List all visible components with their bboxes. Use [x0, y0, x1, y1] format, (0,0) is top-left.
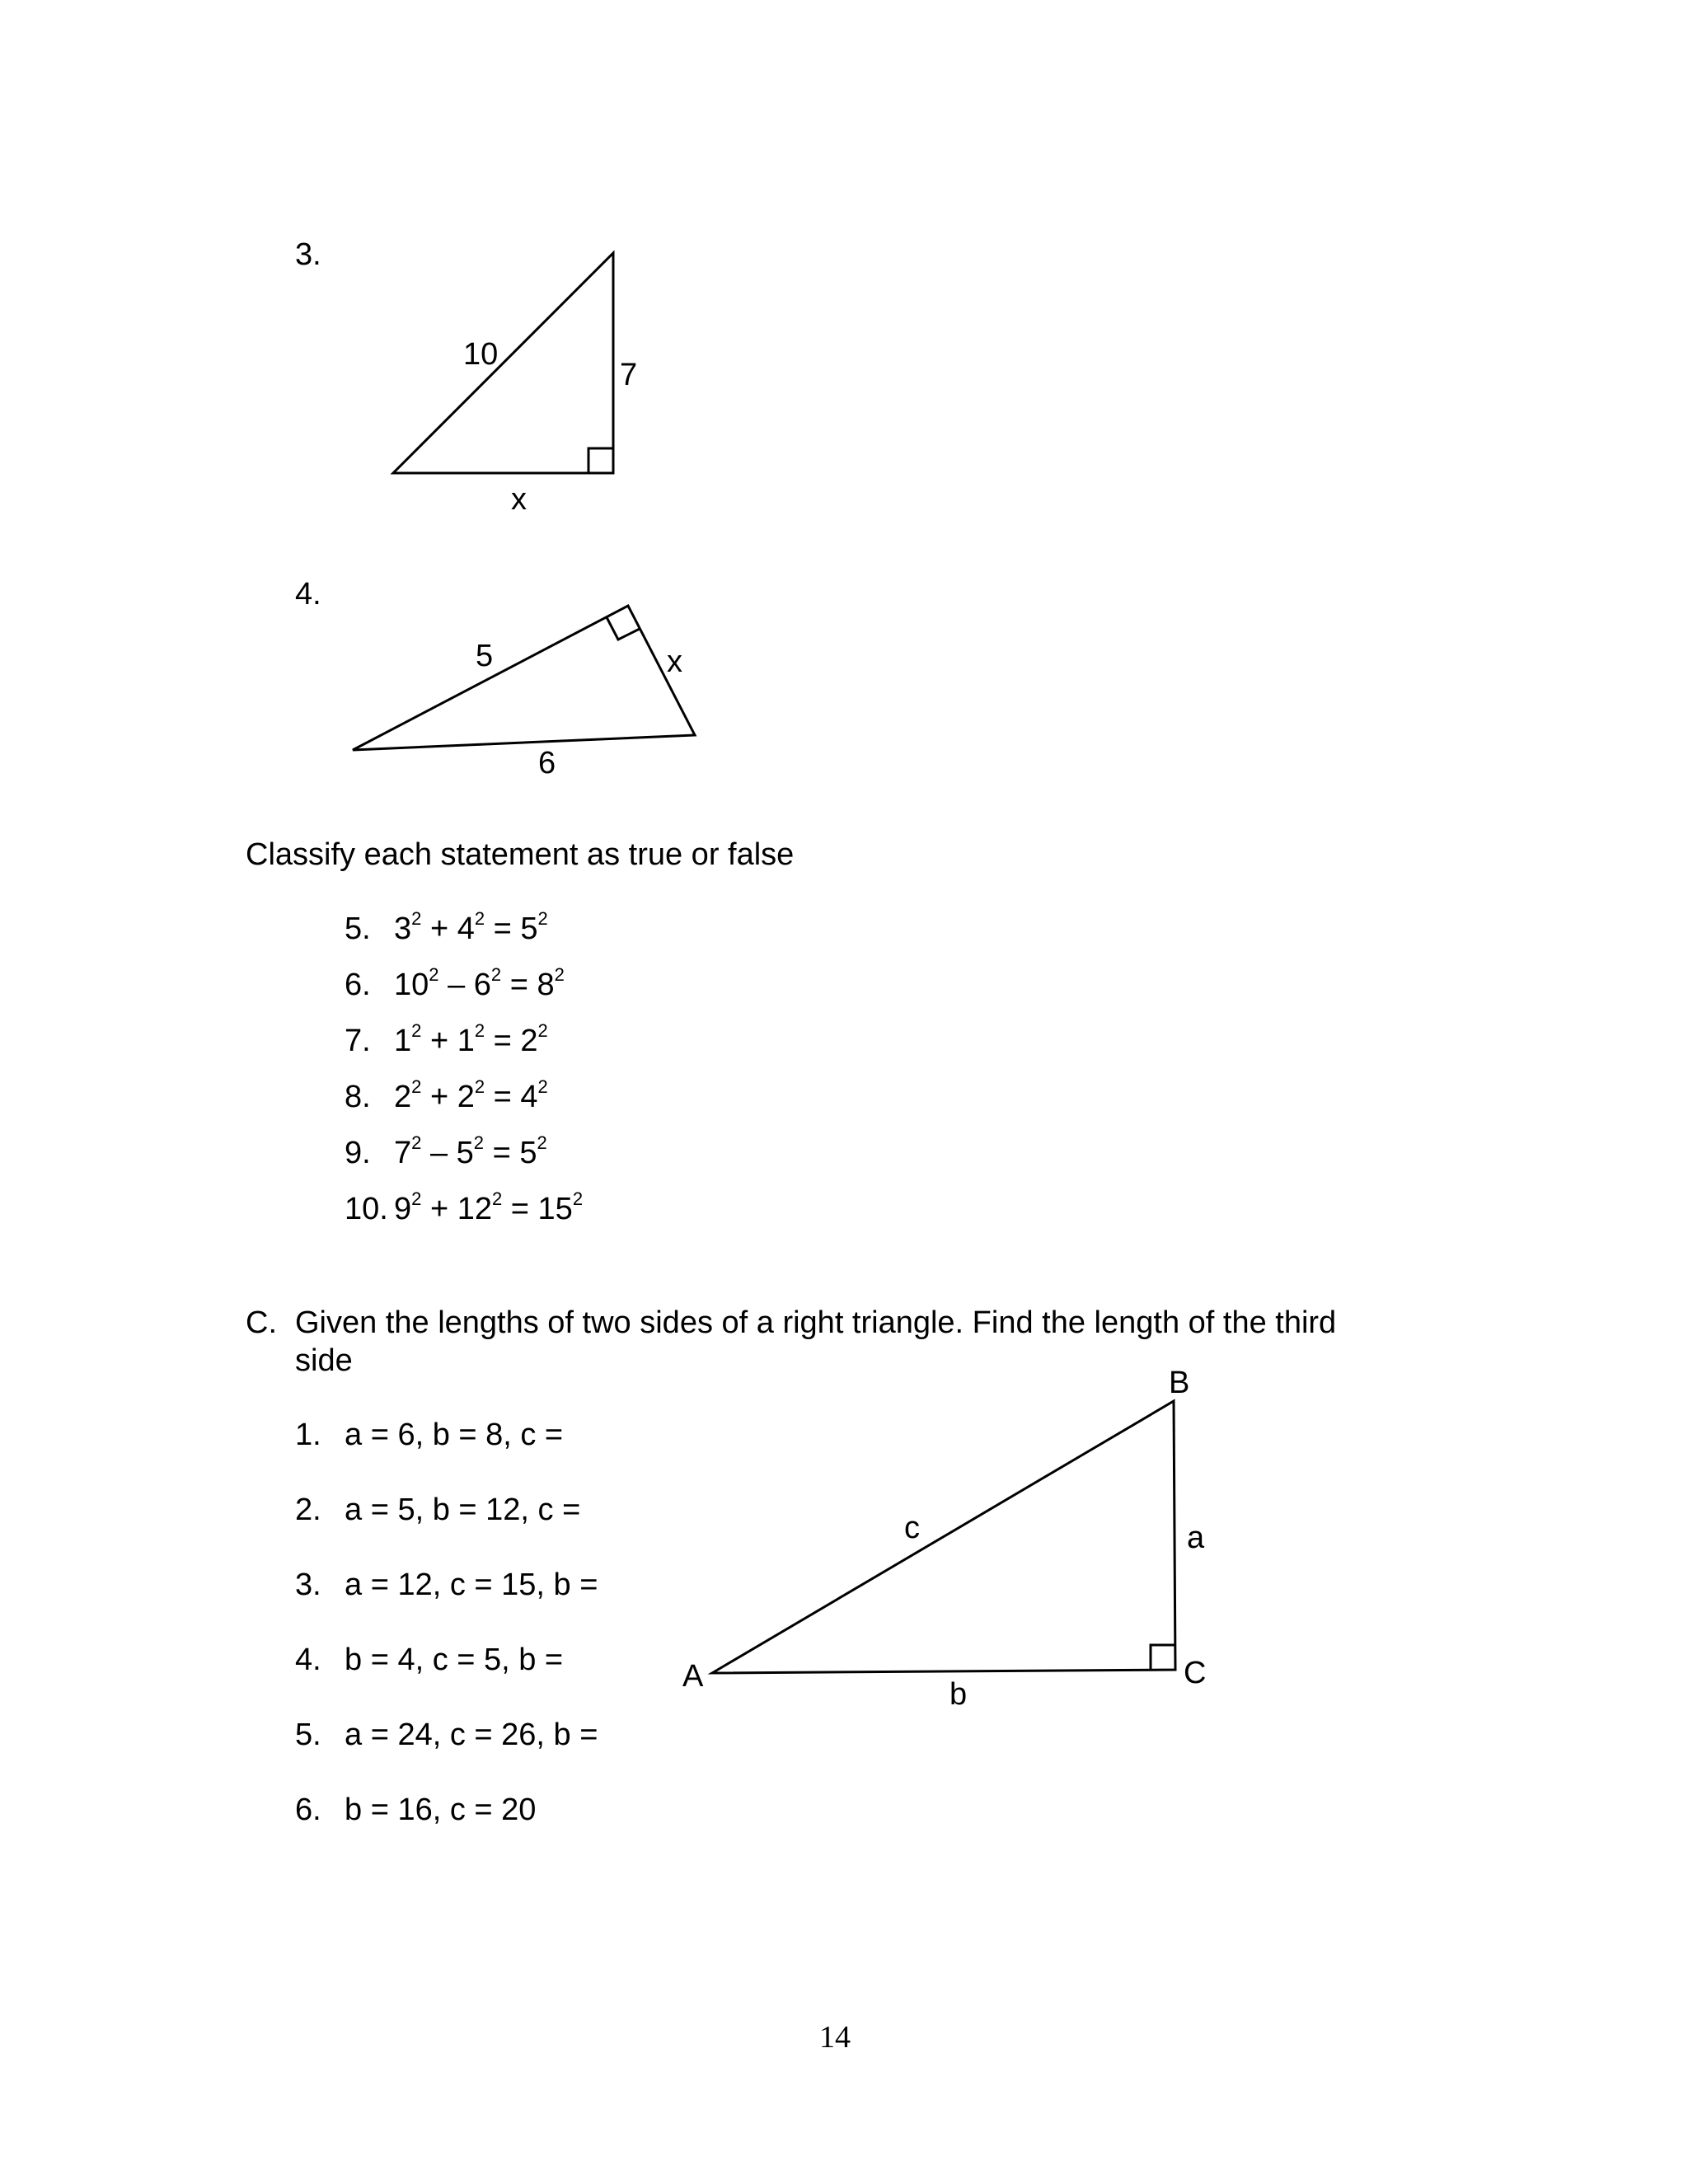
- section-c-item: [295, 1644, 563, 1675]
- exponent: 2: [554, 964, 565, 985]
- statement-item: [345, 1132, 547, 1170]
- triangle-side-c: c: [904, 1511, 920, 1545]
- problem-4-leg2-label: x: [667, 644, 682, 679]
- statement-number: 9.: [345, 1136, 371, 1170]
- section-c-letter: C.: [246, 1305, 277, 1340]
- problem-3-base-label: x: [511, 482, 527, 517]
- statement-number: 7.: [345, 1024, 371, 1058]
- exponent: 2: [537, 908, 548, 929]
- exponent: 2: [537, 1132, 547, 1153]
- triangle-vertex-c: C: [1184, 1656, 1207, 1690]
- exponent: 2: [429, 964, 439, 985]
- statement-equation: $1^2 + 1^2 = 2^2$: [394, 1020, 548, 1058]
- statement-number: 6.: [345, 968, 371, 1002]
- triangle-side-a: a: [1187, 1521, 1205, 1555]
- section-c-item: [295, 1794, 536, 1825]
- statement-number: 10.: [345, 1192, 388, 1226]
- exponent: 2: [411, 1020, 422, 1041]
- exponent: 2: [474, 1020, 485, 1041]
- section-c-item-text: a = 5, b = 12, c =: [345, 1493, 581, 1527]
- section-c-item-number: 5.: [295, 1718, 321, 1752]
- section-b-instruction: Classify each statement as true or false: [246, 837, 795, 872]
- exponent: 2: [537, 1076, 548, 1097]
- statement-equation: $9^2 + 12^2 = 15^2$: [394, 1188, 584, 1226]
- exponent: 2: [411, 1132, 422, 1153]
- statement-item: [345, 964, 565, 1002]
- exponent: 2: [474, 908, 485, 929]
- exponent: 2: [473, 1132, 485, 1153]
- statement-equation: $10^2 - 6^2 = 8^2$: [394, 964, 565, 1002]
- statement-equation: $2^2 + 2^2 = 4^2$: [394, 1076, 548, 1114]
- exponent: 2: [537, 1020, 548, 1041]
- problem-3-number: 3.: [295, 237, 321, 272]
- section-c-item-text: b = 16, c = 20: [345, 1793, 537, 1827]
- statement-item: [345, 1020, 548, 1058]
- section-c-item-number: 6.: [295, 1793, 321, 1827]
- statement-equation: $7^2 - 5^2 = 5^2$: [394, 1132, 547, 1170]
- page-number: 14: [819, 2020, 851, 2055]
- problem-4-number: 4.: [295, 577, 321, 612]
- section-c-item-number: 4.: [295, 1643, 321, 1677]
- statement-number: 5.: [345, 912, 371, 946]
- exponent: 2: [411, 908, 422, 929]
- exponent: 2: [490, 964, 502, 985]
- section-c-heading-continued: side: [295, 1343, 353, 1378]
- statement-number: 8.: [345, 1080, 371, 1114]
- problem-4-hyp-label: 6: [538, 746, 556, 780]
- triangle-vertex-a: A: [682, 1659, 704, 1694]
- section-c-item-text: a = 24, c = 26, b =: [345, 1718, 598, 1752]
- section-c-item: [295, 1494, 580, 1526]
- section-c-item-number: 2.: [295, 1493, 321, 1527]
- problem-3-hyp-label: 10: [463, 337, 499, 372]
- section-c-item-number: 3.: [295, 1568, 321, 1602]
- section-c-item-text: a = 6, b = 8, c =: [345, 1418, 564, 1452]
- statement-item: [345, 1076, 548, 1114]
- section-c-item-text: b = 4, c = 5, b =: [345, 1643, 564, 1677]
- exponent: 2: [491, 1188, 503, 1209]
- exponent: 2: [474, 1076, 485, 1097]
- triangle-vertex-b: B: [1169, 1366, 1190, 1400]
- section-c-item: [295, 1719, 598, 1750]
- section-c-item: [295, 1419, 563, 1451]
- triangle-side-b: b: [950, 1677, 968, 1712]
- exponent: 2: [572, 1188, 584, 1209]
- problem-4-leg1-label: 5: [476, 639, 494, 673]
- exponent: 2: [411, 1188, 422, 1209]
- section-c-item: [295, 1569, 598, 1601]
- statement-equation: $3^2 + 4^2 = 5^2$: [394, 908, 548, 946]
- problem-3-leg-label: 7: [620, 358, 638, 392]
- section-c-item-number: 1.: [295, 1418, 321, 1452]
- statement-item: [345, 908, 548, 946]
- exponent: 2: [411, 1076, 422, 1097]
- section-c-item-text: a = 12, c = 15, b =: [345, 1568, 598, 1602]
- statement-item: [345, 1188, 584, 1226]
- section-c-heading: Given the lengths of two sides of a right triangle. Find the length of the third: [295, 1305, 1337, 1340]
